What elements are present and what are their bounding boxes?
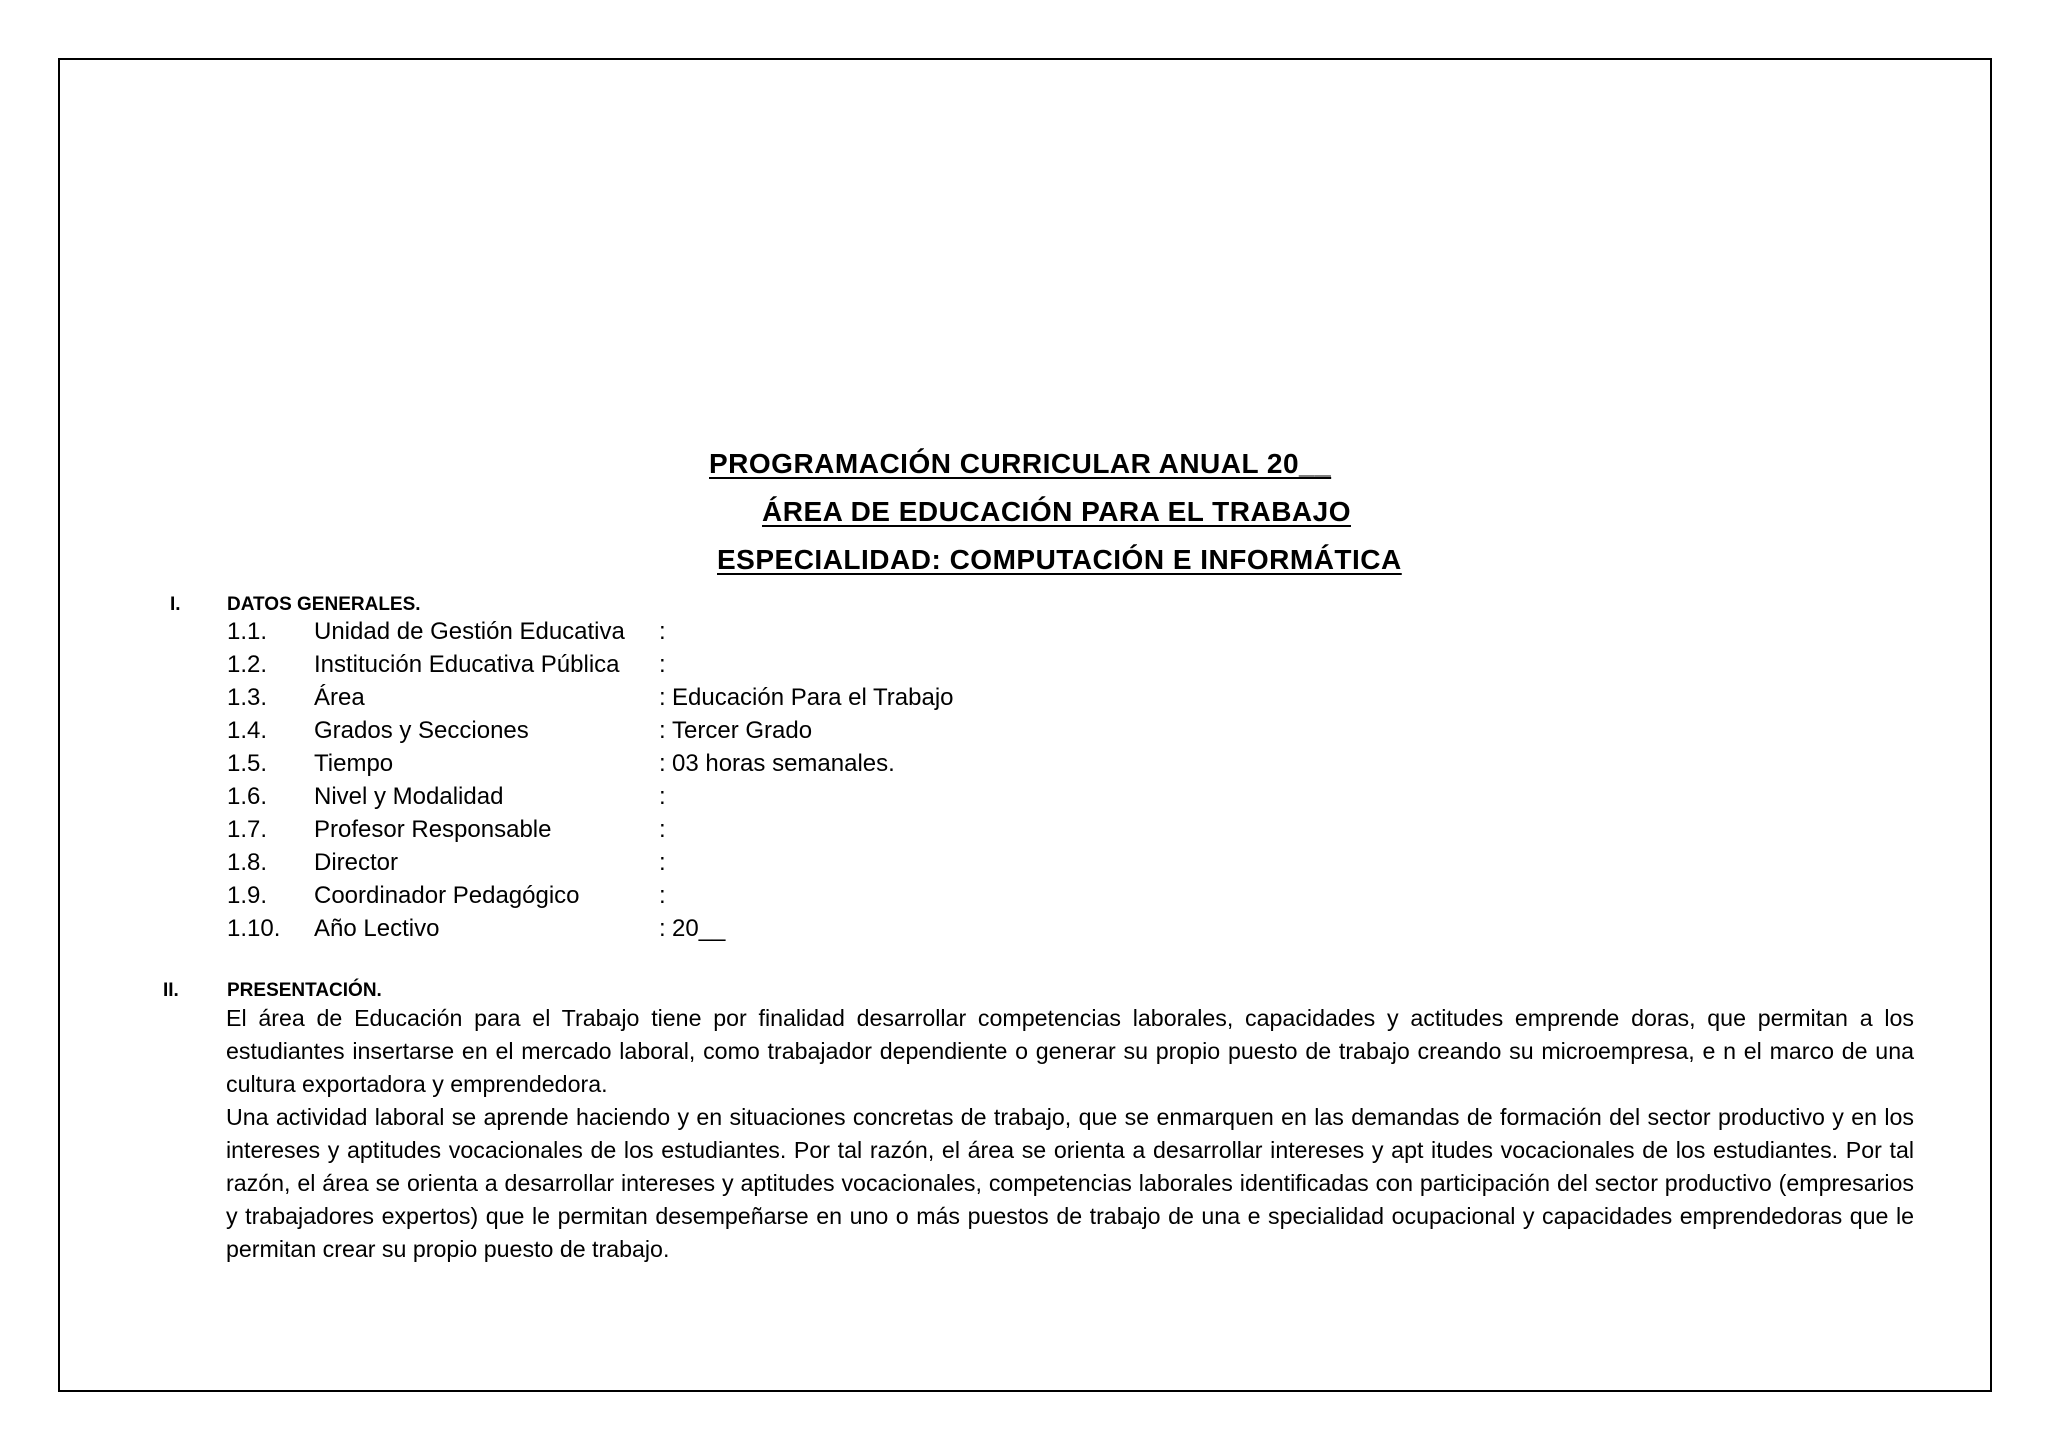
list-item <box>0 849 2048 882</box>
item-number: 1.9. <box>227 882 268 909</box>
item-value: Educación Para el Trabajo <box>672 684 954 711</box>
list-item <box>0 684 2048 717</box>
list-item <box>0 816 2048 849</box>
document-title: PROGRAMACIÓN CURRICULAR ANUAL 20__ <box>709 448 1332 479</box>
section-1-heading: DATOS GENERALES. <box>227 594 421 615</box>
item-number: 1.1. <box>227 618 268 645</box>
presentation-text <box>226 1002 1914 1266</box>
item-separator: : <box>659 750 666 777</box>
presentation-paragraph-2: Una actividad laboral se aprende haciendo y en situaciones concretas de trabajo, que se enmarquen en las demandas de formación del sector productivo y en los intereses y aptitudes vocacionales de los estudiantes. Por tal razón, el área se orienta a desarrollar intereses y apt itudes vocacionales de los estudiantes. Por tal razón, el área se orienta a desarrollar intereses y aptitudes vocacionales, competencias laborales identificadas con participación del sector productivo (empresarios y trabajadores expertos) que le permitan desempeñarse en uno o más puestos de trabajo de una e specialidad ocupacional y capacidades emprendedoras que le permitan crear su propio puesto de trabajo. <box>226 1104 1914 1262</box>
item-separator: : <box>659 915 666 942</box>
list-item <box>0 618 2048 651</box>
list-item <box>0 783 2048 816</box>
list-item <box>0 915 2048 948</box>
item-number: 1.3. <box>227 684 268 711</box>
item-number: 1.5. <box>227 750 268 777</box>
list-item <box>0 882 2048 915</box>
item-separator: : <box>659 618 666 645</box>
item-separator: : <box>659 717 666 744</box>
item-value: 03 horas semanales. <box>672 750 895 777</box>
item-separator: : <box>659 849 666 876</box>
item-label: Profesor Responsable <box>314 816 552 843</box>
item-label: Año Lectivo <box>314 915 440 942</box>
item-separator: : <box>659 684 666 711</box>
item-label: Tiempo <box>314 750 394 777</box>
area-title: ÁREA DE EDUCACIÓN PARA EL TRABAJO <box>762 496 1351 527</box>
item-separator: : <box>659 783 666 810</box>
item-label: Institución Educativa Pública <box>314 651 620 678</box>
item-separator: : <box>659 882 666 909</box>
item-number: 1.10. <box>227 915 281 942</box>
section-2-heading: PRESENTACIÓN. <box>227 980 382 1001</box>
item-value: Tercer Grado <box>672 717 813 744</box>
item-label: Grados y Secciones <box>314 717 529 744</box>
item-number: 1.4. <box>227 717 268 744</box>
item-separator: : <box>659 816 666 843</box>
item-label: Unidad de Gestión Educativa <box>314 618 625 645</box>
list-item <box>0 750 2048 783</box>
item-value: 20__ <box>672 915 726 942</box>
section-2-numeral: II. <box>163 980 179 1001</box>
specialty-title: ESPECIALIDAD: COMPUTACIÓN E INFORMÁTICA <box>717 544 1402 575</box>
item-separator: : <box>659 651 666 678</box>
list-item <box>0 717 2048 750</box>
item-label: Director <box>314 849 399 876</box>
item-number: 1.7. <box>227 816 268 843</box>
presentation-paragraph-1: El área de Educación para el Trabajo tiene por finalidad desarrollar competencias laborales, capacidades y actitudes emprende doras, que permitan a los estudiantes insertarse en el mercado laboral, como trabajador dependiente o generar su propio puesto de trabajo creando su microempresa, e n el marco de una cultura exportadora y emprendedora. <box>226 1005 1914 1097</box>
section-1-numeral: I. <box>170 594 181 615</box>
item-label: Nivel y Modalidad <box>314 783 504 810</box>
item-label: Coordinador Pedagógico <box>314 882 580 909</box>
list-item <box>0 651 2048 684</box>
item-number: 1.2. <box>227 651 268 678</box>
item-number: 1.6. <box>227 783 268 810</box>
item-label: Área <box>314 684 365 711</box>
item-number: 1.8. <box>227 849 268 876</box>
